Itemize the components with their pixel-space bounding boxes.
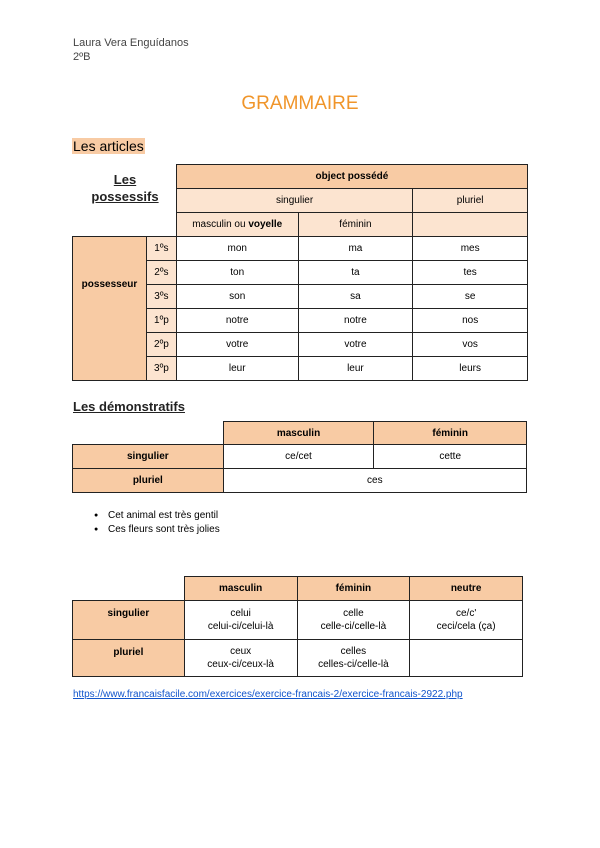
- pron-feminin-header: féminin: [297, 577, 410, 601]
- pron-sing-fem-line2: celle-ci/celle-là: [320, 621, 387, 632]
- pron-plur-fem-line2: celles-ci/celle-là: [318, 659, 389, 670]
- masc-cell: leur: [176, 357, 298, 381]
- dem-pluriel-label: pluriel: [73, 469, 224, 493]
- pron-sing-neu: [410, 601, 523, 640]
- possessifs-heading-line2: possessifs: [91, 189, 159, 204]
- person-cell: 1ºp: [146, 309, 176, 333]
- fem-cell: notre: [298, 309, 413, 333]
- masculin-header: [176, 213, 298, 237]
- dem-sing-fem: cette: [374, 445, 527, 469]
- plur-cell: se: [413, 285, 528, 309]
- possesseur-label: possesseur: [73, 237, 147, 381]
- person-cell: 3ºp: [146, 357, 176, 381]
- masc-cell: mon: [176, 237, 298, 261]
- pronoms-table: [72, 576, 523, 677]
- possessifs-heading-line1: Les: [113, 172, 137, 187]
- person-cell: 2ºp: [146, 333, 176, 357]
- section-title-wrapper: [72, 138, 145, 156]
- examples-list: [94, 509, 220, 537]
- pron-plur-masc: [184, 640, 297, 677]
- plur-cell: mes: [413, 237, 528, 261]
- pron-sing-masc: [184, 601, 297, 640]
- masc-cell: ton: [176, 261, 298, 285]
- list-item: ● Cet animal est très gentil: [94, 509, 220, 523]
- pluriel-subheader: [413, 213, 528, 237]
- masc-cell: son: [176, 285, 298, 309]
- pluriel-header: pluriel: [413, 189, 528, 213]
- author-class: 2ºB: [73, 51, 91, 63]
- demonstratifs-table: [72, 421, 527, 493]
- demonstratifs-corner: [73, 422, 224, 445]
- masculin-header-prefix: masculin ou: [192, 219, 249, 230]
- demonstratifs-heading: Les démonstratifs: [73, 399, 185, 414]
- masc-cell: notre: [176, 309, 298, 333]
- exercise-link[interactable]: https://www.francaisfacile.com/exercices/exercice-francais-2/exercice-francais-2922.php: [73, 689, 463, 700]
- person-cell: 2ºs: [146, 261, 176, 285]
- section-title: Les articles: [73, 138, 144, 154]
- plur-cell: vos: [413, 333, 528, 357]
- pron-plur-neu: [410, 640, 523, 677]
- pron-sing-neu-line1: ce/c': [455, 608, 477, 619]
- possessifs-corner: [73, 165, 177, 237]
- dem-plur-all: ces: [223, 469, 526, 493]
- pron-sing-fem-line1: celle: [343, 608, 364, 619]
- plur-cell: tes: [413, 261, 528, 285]
- object-header: object possédé: [176, 165, 527, 189]
- plur-cell: nos: [413, 309, 528, 333]
- list-item: ● Ces fleurs sont très jolies: [94, 523, 220, 537]
- pron-neutre-header: neutre: [410, 577, 523, 601]
- author-block: [73, 36, 189, 64]
- dem-masculin-header: masculin: [223, 422, 374, 445]
- fem-cell: ma: [298, 237, 413, 261]
- author-name: Laura Vera Enguídanos: [73, 37, 189, 49]
- dem-feminin-header: féminin: [374, 422, 527, 445]
- pron-plur-fem-line1: celles: [340, 646, 367, 657]
- person-cell: 3ºs: [146, 285, 176, 309]
- pronoms-corner: [73, 577, 185, 601]
- pron-sing-neu-line2: ceci/cela (ça): [436, 621, 496, 632]
- pron-sing-masc-line2: celui-ci/celui-là: [207, 621, 274, 632]
- pron-plur-fem: [297, 640, 410, 677]
- fem-cell: sa: [298, 285, 413, 309]
- feminin-header: féminin: [298, 213, 413, 237]
- pron-singulier-label: singulier: [73, 601, 185, 640]
- pron-plur-masc-line2: ceux-ci/ceux-là: [207, 659, 274, 670]
- pron-masculin-header: masculin: [184, 577, 297, 601]
- fem-cell: leur: [298, 357, 413, 381]
- pron-pluriel-label: pluriel: [73, 640, 185, 677]
- dem-singulier-label: singulier: [73, 445, 224, 469]
- page-title: GRAMMAIRE: [241, 93, 359, 114]
- fem-cell: ta: [298, 261, 413, 285]
- masc-cell: votre: [176, 333, 298, 357]
- person-cell: 1ºs: [146, 237, 176, 261]
- pron-sing-masc-line1: celui: [230, 608, 251, 619]
- fem-cell: votre: [298, 333, 413, 357]
- singulier-header: singulier: [176, 189, 412, 213]
- possessifs-table: [72, 164, 528, 381]
- masculin-header-bold: voyelle: [248, 219, 283, 230]
- pron-plur-masc-line1: ceux: [230, 646, 252, 657]
- pron-sing-fem: [297, 601, 410, 640]
- plur-cell: leurs: [413, 357, 528, 381]
- dem-sing-masc: ce/cet: [223, 445, 374, 469]
